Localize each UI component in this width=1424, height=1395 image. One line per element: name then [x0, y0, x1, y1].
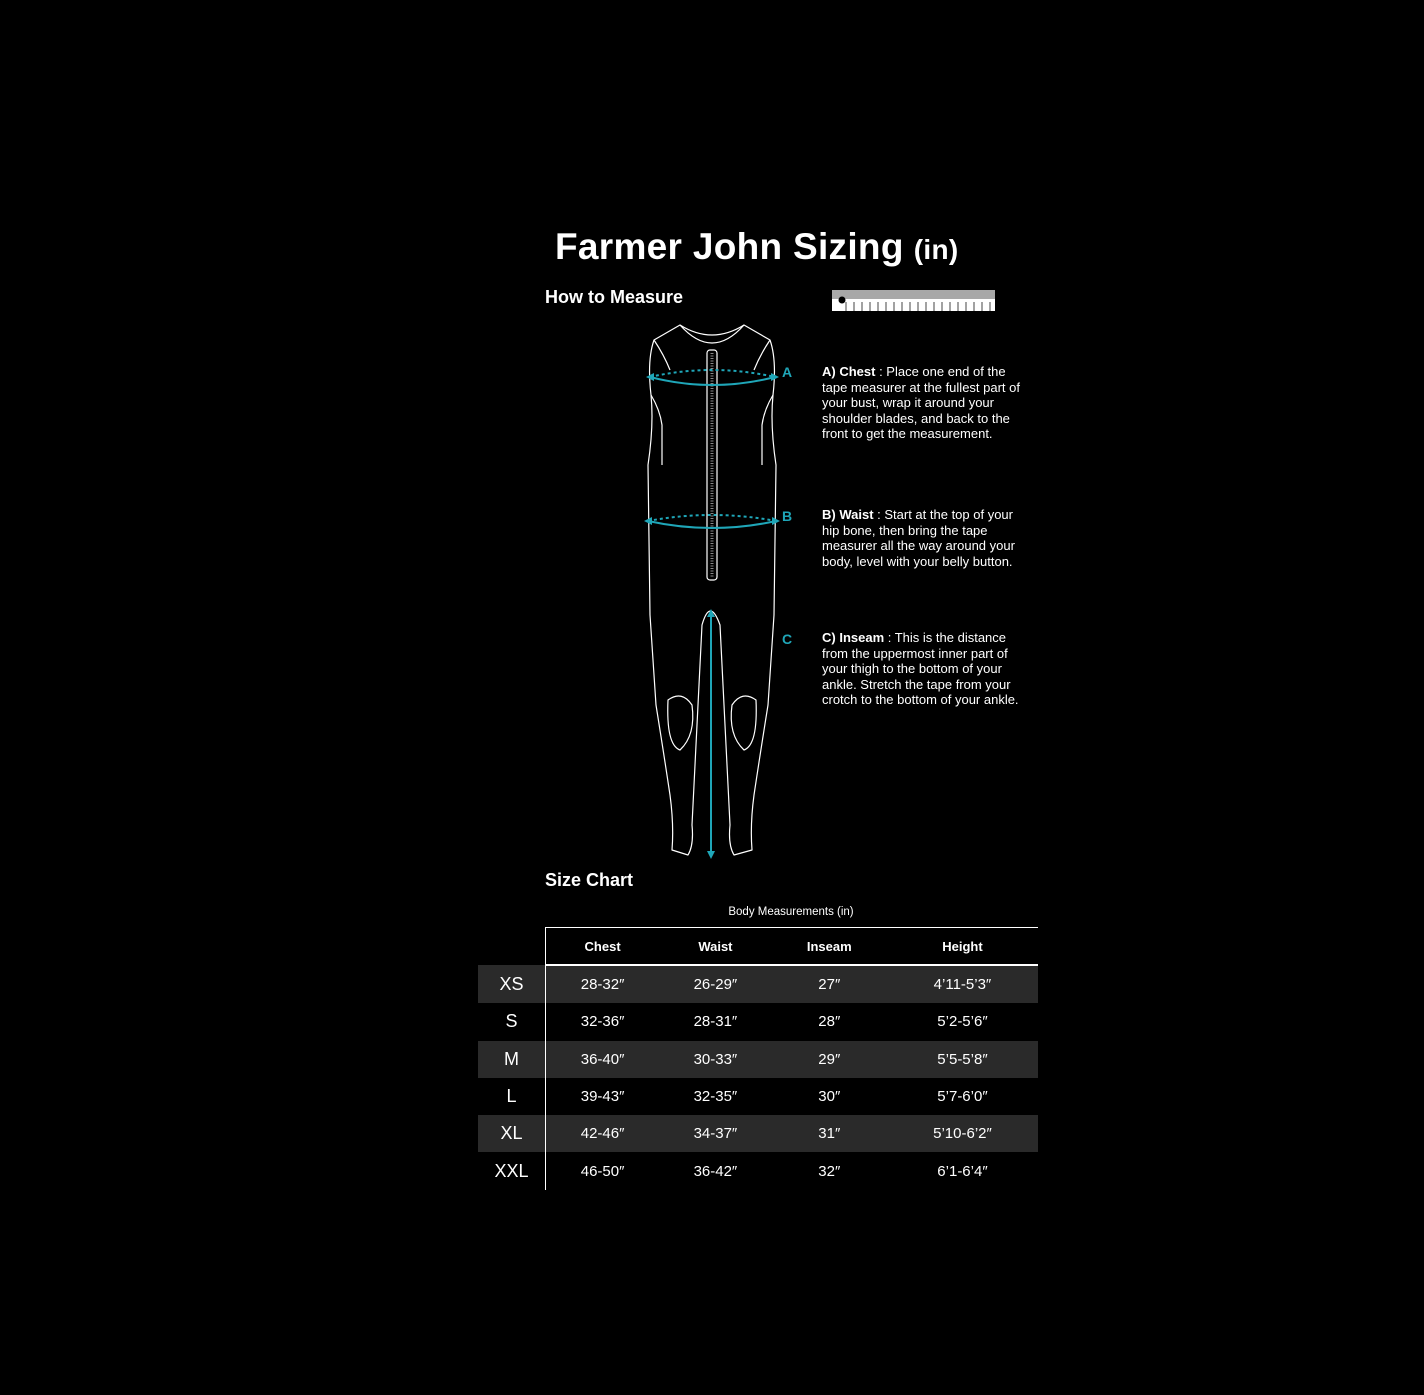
inseam-cell: 27″: [772, 965, 887, 1003]
inseam-label: C) Inseam: [822, 630, 885, 645]
height-cell: 5’10-6’2″: [887, 1115, 1038, 1152]
table-row: [478, 1152, 1038, 1189]
marker-c: C: [782, 631, 793, 647]
table-row: [478, 1041, 1038, 1078]
inseam-cell: 28″: [818, 1013, 841, 1031]
size-label: L: [506, 1086, 517, 1107]
size-label: M: [478, 1041, 546, 1078]
chest-cell: 42-46″: [546, 1115, 660, 1152]
waist-cell: 32-35″: [693, 1088, 738, 1106]
inseam-cell: 29″: [772, 1041, 887, 1078]
table-row: [478, 1115, 1038, 1152]
table-row: [478, 1003, 1038, 1040]
chest-instructions: [822, 364, 1022, 442]
tape-measure-icon: [832, 290, 995, 311]
waist-cell: 30-33″: [659, 1041, 771, 1078]
title-main: Farmer John Sizing: [555, 226, 904, 267]
table-row: [478, 1078, 1038, 1115]
waist-instructions: [822, 507, 1022, 569]
inseam-cell: 32″: [818, 1162, 841, 1180]
size-label: S: [505, 1011, 518, 1032]
column-header: Waist: [659, 928, 771, 966]
waist-cell: 34-37″: [659, 1115, 771, 1152]
marker-b: B: [782, 508, 793, 524]
page-title: [555, 226, 958, 268]
height-cell: 5’7-6’0″: [937, 1088, 988, 1106]
size-label: XXL: [494, 1160, 529, 1181]
marker-a: A: [782, 364, 793, 380]
size-label: XS: [478, 965, 546, 1003]
waist-cell: 26-29″: [659, 965, 771, 1003]
waist-label: B) Waist: [822, 507, 874, 522]
size-chart-table: [478, 927, 1038, 1190]
height-cell: 6’1-6’4″: [937, 1162, 988, 1180]
inseam-instructions: [822, 630, 1022, 708]
height-cell: 5’2-5’6″: [937, 1013, 988, 1031]
height-cell: 5’5-5’8″: [887, 1041, 1038, 1078]
chest-cell: 32-36″: [546, 1003, 660, 1040]
table-header-row: [478, 928, 1038, 966]
table-caption: Body Measurements (in): [728, 906, 854, 918]
chest-text: : Place one end of the tape measurer at the fullest part of your bust, wrap it around your shoulder blades, and back to the front to get the measurement.: [822, 364, 1020, 441]
inseam-text: : This is the distance from the uppermost inner part of your thigh to the bottom of your ankle. Stretch the tape from your crotch to the bottom of your ankle.: [822, 630, 1019, 707]
inseam-cell: 31″: [772, 1115, 887, 1152]
how-to-measure-heading: How to Measure: [545, 287, 684, 307]
column-header: Inseam: [772, 928, 887, 966]
size-chart-heading: Size Chart: [545, 870, 634, 890]
waist-cell: 28-31″: [693, 1013, 738, 1031]
waist-text: : Start at the top of your hip bone, then bring the tape measurer all the way around your body, level with your belly button.: [822, 507, 1015, 569]
chest-cell: 39-43″: [546, 1078, 660, 1115]
waist-cell: 36-42″: [693, 1162, 738, 1180]
chest-cell: 46-50″: [546, 1152, 660, 1189]
table-row: [478, 965, 1038, 1003]
chest-cell: 36-40″: [546, 1041, 660, 1078]
corner-cell: [478, 928, 546, 966]
inseam-cell: 30″: [818, 1088, 841, 1106]
column-header: Height: [887, 928, 1038, 966]
wetsuit-illustration: [630, 315, 810, 865]
chest-label: A) Chest: [822, 364, 876, 379]
height-cell: 4’11-5’3″: [887, 965, 1038, 1003]
title-unit: (in): [913, 234, 959, 265]
size-label: XL: [478, 1115, 546, 1152]
chest-cell: 28-32″: [546, 965, 660, 1003]
column-header: Chest: [546, 928, 660, 966]
